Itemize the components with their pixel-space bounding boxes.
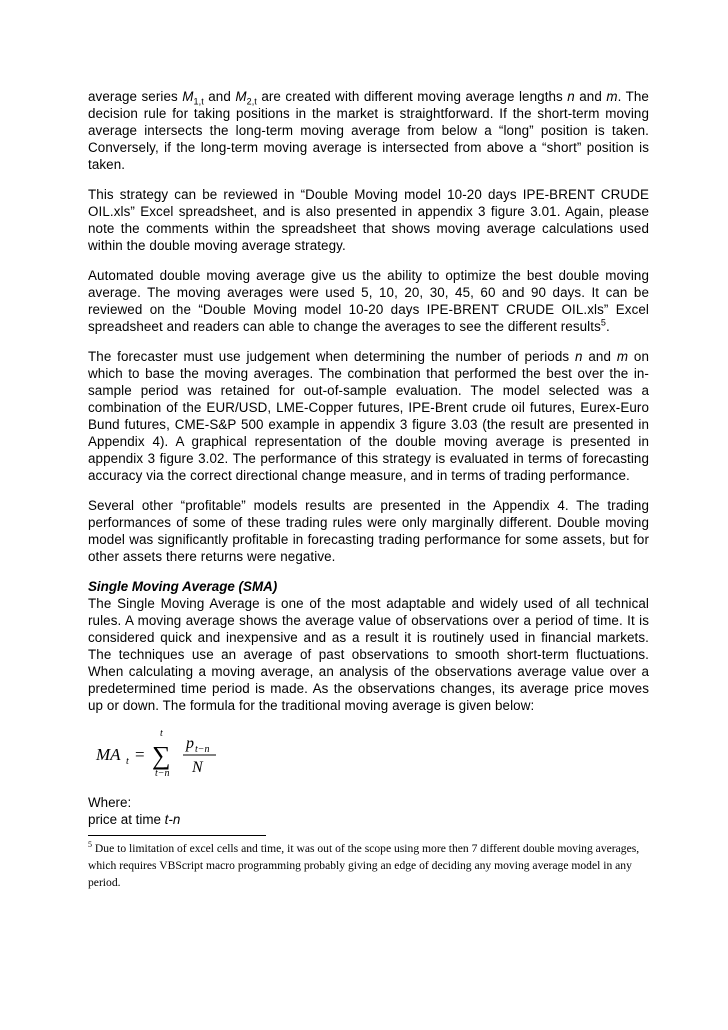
math-var: M (182, 89, 194, 104)
math-subscript: 2,t (246, 96, 257, 107)
sigma-icon: ∑ (152, 741, 171, 770)
text-run: are created with different moving average lengths (256, 89, 568, 104)
formula-equals: = (135, 745, 145, 764)
math-var: m (606, 89, 618, 104)
formula-denominator: N (192, 759, 203, 776)
text-run: . (605, 319, 610, 334)
formula-sum-lower: t−n (155, 768, 170, 779)
formula-lhs-subscript: t (126, 756, 129, 767)
text-run: and (203, 89, 236, 104)
formula-numerator-subscript: t−n (195, 744, 210, 755)
paragraph-automated-ma (88, 267, 649, 335)
text-run: . The decision rule for taking positions in the market is straightforward. If the short-term moving average intersects the long-term moving average from below a “long” position is taken. Conversely, if the long-term moving average is intersected from above a “short” position is taken. (88, 89, 649, 172)
paragraph-forecaster-judgement (88, 348, 649, 484)
text-run: Automated double moving average give us the ability to optimize the best double moving average. The moving averages were used 5, 10, 20, 30, 45, 60 and 90 days. It can be reviewed on the “Double Moving model 10-20 days IPE-BRENT CRUDE OIL.xls” Excel spreadsheet and readers can able to change the averages to see the different results (88, 268, 649, 334)
paragraph-double-ma-rule (88, 88, 649, 173)
math-var: M (235, 89, 247, 104)
math-var: n (567, 89, 575, 104)
math-var: m (616, 349, 629, 364)
where-label: Where: (88, 795, 132, 810)
math-var: n (574, 349, 583, 364)
formula-lhs: MA (96, 745, 121, 764)
footnote-number: 5 (88, 840, 92, 850)
text-run: on which to base the moving averages. The combination that performed the best over the in-sample period was retained for out-of-sample evaluation. The model selected was a combination of the EUR/USD, LME-Copper futures, IPE-Brent crude oil futures, Eurex-Euro Bund futures, CME-S&P 500 example in appendix 3 figure 3.03 (the result are presented in Appendix 4). A graphical representation of the double moving average is presented in appendix 3 figure 3.02. The performance of this strategy is evaluated in terms of forecasting accuracy via the correct directional change measure, and in terms of trading performance. (88, 349, 650, 483)
text-run: price at time (88, 812, 165, 827)
footnote-reference[interactable]: 5 (600, 317, 606, 328)
footnote-5 (88, 840, 649, 891)
formula-sum-upper: t (160, 728, 163, 739)
section-heading-sma: Single Moving Average (SMA) (88, 579, 278, 594)
text-run: and (574, 89, 607, 104)
text-run: and (582, 349, 617, 364)
paragraph-sma-description: The Single Moving Average is one of the most adaptable and widely used of all technical rules. A moving average shows the average value of observations over a period of time. It is considered quick and inexpensive and as a result it is routinely used in financial markets. The techniques use an average of past observations to smooth short-term fluctuations. When calculating a moving average, an analysis of the observations average value over a predetermined time period is made. As the observations changes, its average price moves up or down. The formula for the traditional moving average is given below: (88, 596, 649, 713)
footnote-text: Due to limitation of excel cells and time, it was out of the scope using more then 7 different double moving averages, which requires VBScript macro programming probably giving an edge of deciding any moving average model in any period. (88, 842, 640, 889)
text-run: average series (88, 89, 183, 104)
formula-graphic (88, 722, 228, 782)
where-definition (88, 811, 649, 828)
paragraph-profitable-models: Several other “profitable” models results are presented in the Appendix 4. The trading performances of some of these trading rules were only marginally different. Double moving model was significantly profitable in forecasting trading performance for some assets, but for other assets there returns were negative. (88, 498, 649, 564)
formula-numerator: p (186, 735, 194, 752)
document-page (88, 88, 649, 891)
math-subscript: 1,t (193, 96, 204, 107)
math-var: t-n (164, 812, 181, 827)
paragraph-spreadsheet-review: This strategy can be reviewed in “Double Moving model 10-20 days IPE-BRENT CRUDE OIL.xls” Excel spreadsheet, and is also presented in appendix 3 figure 3.01. Again, please note the comments within the spreadsheet that shows moving average calculations used within the double moving average strategy. (88, 187, 649, 253)
text-run: The forecaster must use judgement when determining the number of periods (88, 349, 575, 364)
moving-average-formula (88, 722, 649, 782)
footnote-divider (88, 835, 266, 836)
